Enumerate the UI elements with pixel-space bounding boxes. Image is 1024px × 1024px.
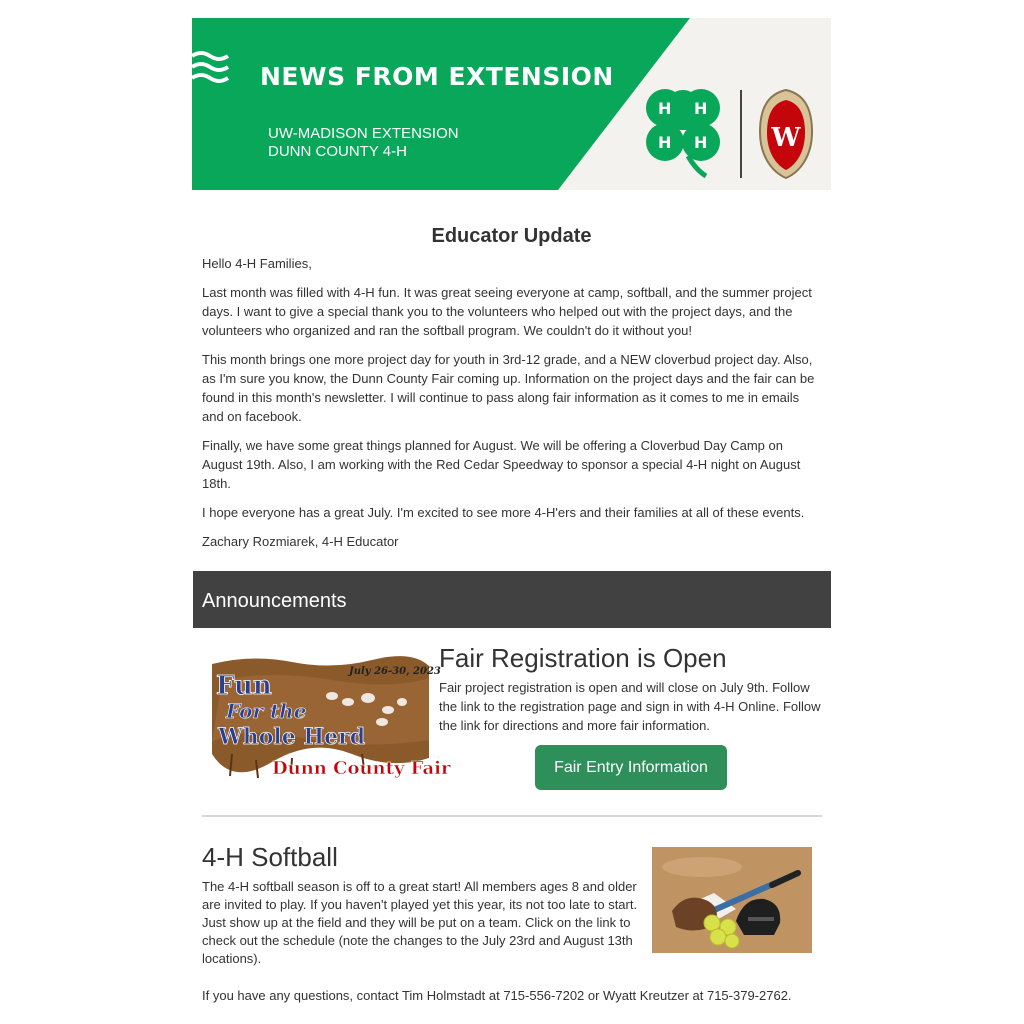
banner-title: NEWS FROM EXTENSION bbox=[260, 62, 614, 91]
uw-crest-icon bbox=[756, 88, 816, 180]
header-banner bbox=[192, 18, 831, 190]
svg-text:H: H bbox=[694, 133, 708, 152]
softball-text: The 4-H softball season is off to a great start! All members ages 8 and older are invited to play. If you haven't played yet this year, its not too late to start. Just show up at the field and they will be put on a team. Click on the link to check out the schedule (note the changes to the July 23rd and August 13th locations). bbox=[202, 879, 638, 966]
educator-update-title: Educator Update bbox=[431, 225, 592, 247]
announcements-heading: Announcements bbox=[202, 590, 347, 612]
fair-registration-title: Fair Registration is Open bbox=[439, 643, 727, 673]
softball-photo[interactable] bbox=[652, 847, 812, 953]
waves-logo-icon bbox=[192, 50, 232, 90]
letter-paragraph: This month brings one more project day for youth in 3rd-12 grade, and a NEW cloverbud project day. Also, as I'm sure you know, the Dunn County Fair coming up. Information on the project days and the fair can be found in this month's newsletter. I will continue to pass along fair information as it comes to me in emails and on facebook. bbox=[202, 352, 815, 424]
four-h-clover-icon bbox=[638, 86, 728, 178]
announcements-bar bbox=[193, 571, 831, 628]
softball-contact-text: If you have any questions, contact Tim Holmstadt at 715-556-7202 or Wyatt Kreutzer at 715-379-2762. bbox=[202, 988, 792, 1003]
svg-text:H: H bbox=[658, 133, 672, 152]
educator-letter bbox=[202, 254, 824, 561]
banner-green-background bbox=[192, 18, 831, 190]
softball-title: 4-H Softball bbox=[202, 842, 338, 872]
fair-image-line4: Dunn County Fair bbox=[272, 758, 451, 779]
banner-subtitle-line2: DUNN COUNTY 4-H bbox=[268, 143, 407, 160]
letter-paragraph: Finally, we have some great things planned for August. We will be offering a Cloverbud Day Camp on August 19th. Also, I am working with the Red Cedar Speedway to sponsor a special 4-H night on August 18th. bbox=[202, 438, 801, 491]
letter-signature: Zachary Rozmiarek, 4-H Educator bbox=[202, 534, 399, 549]
svg-text:H: H bbox=[694, 99, 708, 118]
letter-paragraph: Last month was filled with 4-H fun. It was great seeing everyone at camp, softball, and the summer project days. I want to give a special thank you to the volunteers who helped out with the project days, and the volunteers who organized and ran the softball program. We couldn't do it without you! bbox=[202, 285, 812, 338]
letter-greeting: Hello 4-H Families, bbox=[202, 256, 312, 271]
fair-image-dates: July 26-30, 2023 bbox=[349, 666, 441, 677]
fair-image-line1: Fun bbox=[216, 671, 272, 701]
letter-paragraph: I hope everyone has a great July. I'm excited to see more 4-H'ers and their families at all of these events. bbox=[202, 505, 805, 520]
svg-text:H: H bbox=[658, 99, 672, 118]
logo-divider bbox=[740, 90, 742, 178]
banner-subtitle-line1: UW-MADISON EXTENSION bbox=[268, 125, 459, 142]
section-divider bbox=[202, 815, 822, 817]
fair-image-line3: Whole Herd bbox=[218, 724, 366, 750]
fair-image-line2: For the bbox=[226, 699, 307, 723]
newsletter-email bbox=[192, 18, 831, 1003]
svg-text:W: W bbox=[771, 123, 801, 153]
dunn-county-fair-image[interactable] bbox=[212, 650, 451, 780]
fair-registration-text: Fair project registration is open and will close on July 9th. Follow the link to the registration page and sign in with 4-H Online. Follow the link for directions and more fair information. bbox=[439, 680, 821, 733]
fair-entry-information-button[interactable]: Fair Entry Information bbox=[535, 745, 727, 790]
